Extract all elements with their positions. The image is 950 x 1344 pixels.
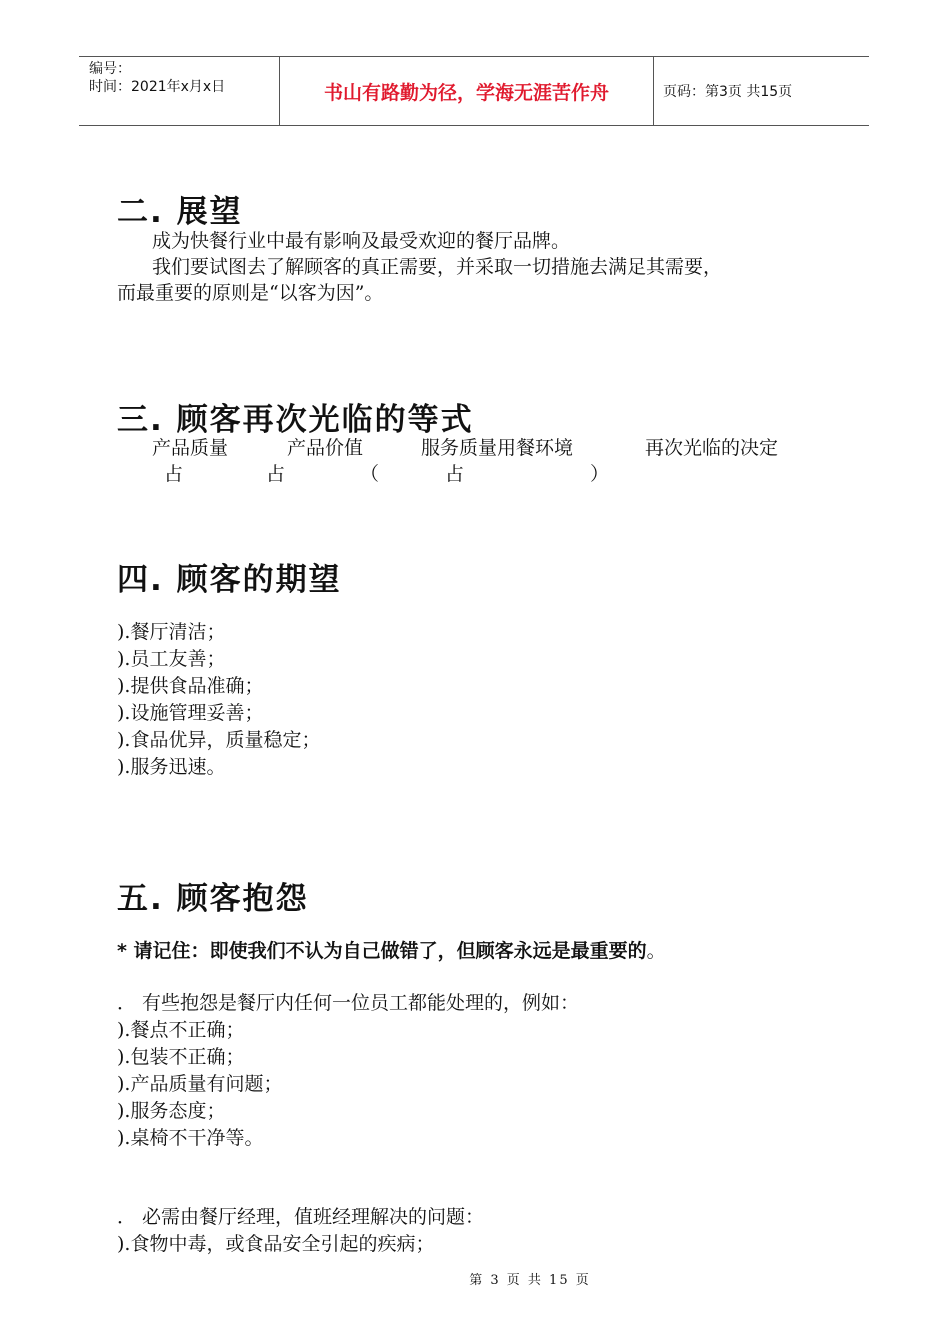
list-item: ).服务态度； [117, 1100, 226, 1122]
equation-sub: （ [360, 463, 380, 485]
paragraph-line: 而最重要的原则是“以客为因”。 [117, 282, 384, 304]
page-info: 页码：第3页 共15页 [663, 84, 793, 100]
group-title: ． 有些抱怨是餐厅内任何一位员工都能处理的，例如： [117, 992, 580, 1014]
list-item: ).食品优异，质量稳定； [117, 729, 321, 751]
number-label: 编号： [89, 61, 131, 77]
header-motto-cell [280, 57, 654, 125]
list-item: ).餐点不正确； [117, 1019, 245, 1041]
remember-prefix: * 请记住： [117, 940, 210, 962]
page-footer: 第 3 页 共 15 页 [469, 1273, 591, 1288]
list-item: ).产品质量有问题； [117, 1073, 283, 1095]
paragraph-line: 成为快餐行业中最有影响及最受欢迎的餐厅品牌。 [152, 230, 571, 252]
paragraph-line: 我们要试图去了解顾客的真正需要，并采取一切措施去满足其需要， [152, 256, 723, 278]
section-heading-expectations: 四. 顾客的期望 [117, 562, 342, 598]
section-heading-complaints: 五. 顾客抱怨 [117, 881, 309, 917]
equation-sub: 占 [164, 463, 184, 485]
list-item: ).桌椅不干净等。 [117, 1127, 264, 1149]
section-heading-outlook: 二. 展望 [117, 194, 243, 230]
remember-note [117, 938, 666, 964]
list-item: ).服务迅速。 [117, 756, 226, 778]
remember-emphasis: 即使我们不认为自己做错了，但顾客永远是最重要的 [209, 940, 647, 962]
equation-sub: 占 [266, 463, 286, 485]
section-heading-equation: 三. 顾客再次光临的等式 [117, 402, 474, 438]
equation-sub: 占 [445, 463, 465, 485]
time-label: 时间：2021年x月x日 [89, 79, 226, 95]
list-item: ).员工友善； [117, 648, 226, 670]
list-item: ).食物中毒，或食品安全引起的疾病； [117, 1233, 435, 1255]
header-meta-cell [79, 57, 280, 125]
header-page-cell [654, 57, 869, 125]
motto-text: 书山有路勤为径，学海无涯苦作舟 [323, 81, 609, 104]
equation-term: 产品质量 [152, 437, 229, 459]
list-item: ).设施管理妥善； [117, 702, 264, 724]
group-title: ． 必需由餐厅经理，值班经理解决的问题： [117, 1206, 485, 1228]
equation-term: 产品价值 [287, 437, 364, 459]
equation-term: 再次光临的决定 [645, 437, 779, 459]
list-item: ).提供食品准确； [117, 675, 264, 697]
equation-term: 服务质量用餐环境 [421, 437, 574, 459]
equation-sub: ） [590, 463, 610, 485]
header-table [79, 56, 869, 126]
list-item: ).餐厅清洁； [117, 621, 226, 643]
list-item: ).包装不正确； [117, 1046, 245, 1068]
remember-suffix: 。 [646, 940, 666, 962]
